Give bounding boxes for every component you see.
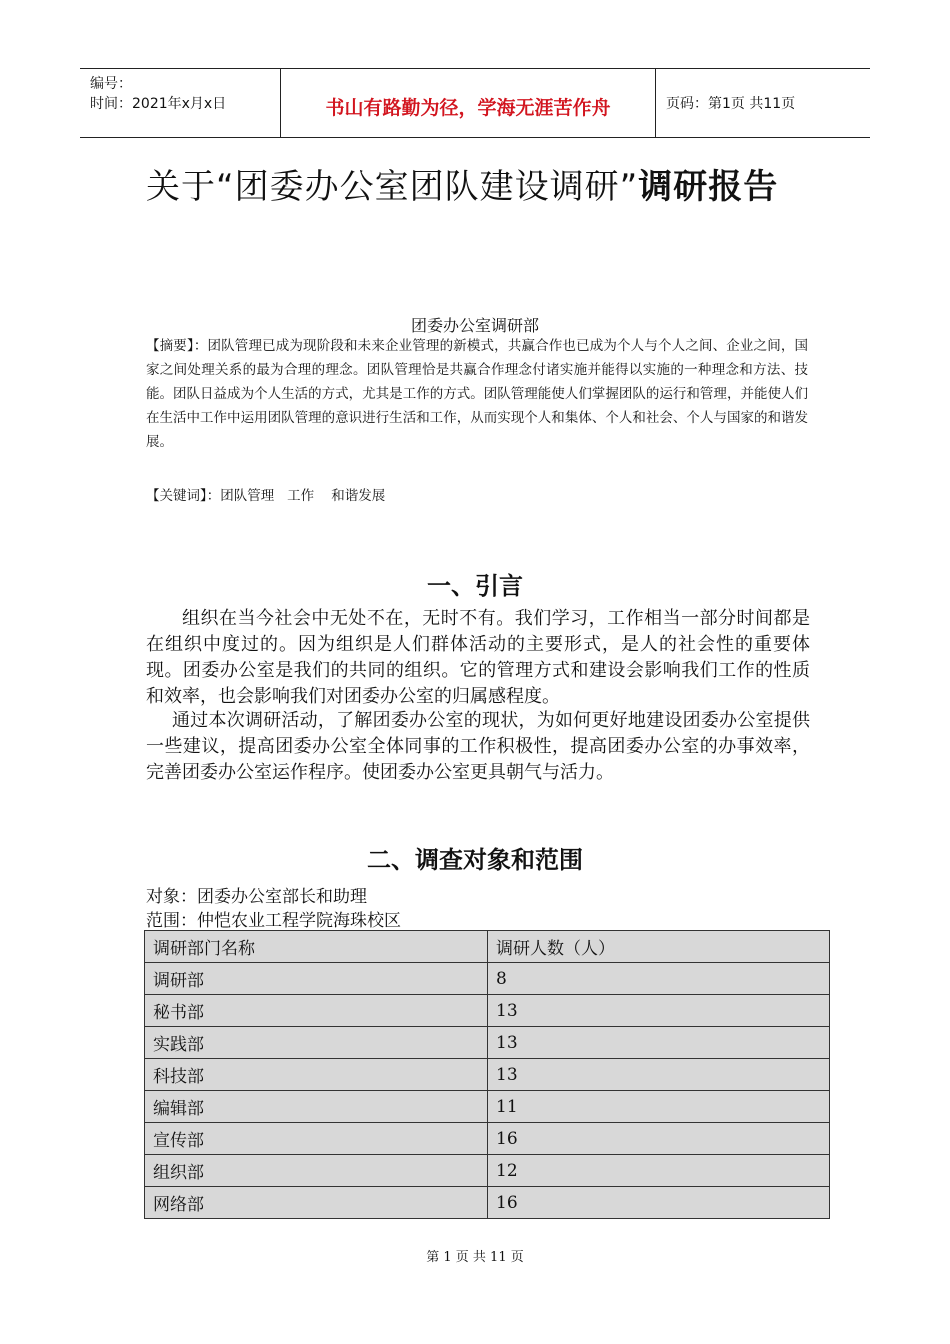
table-cell-count: 13: [488, 1027, 830, 1059]
section-1-paragraph-1: 组织在当今社会中无处不在，无时不有。我们学习，工作相当一部分时间都是在组织中度过的。因为组织是人们群体活动的主要形式，是人的社会性的重要体现。团委办公室是我们的共同的组织。它的管理方式和建设会影响我们工作的性质和效率，也会影响我们对团委办公室的归属感程度。: [146, 608, 810, 707]
table-cell-dept: 秘书部: [145, 995, 488, 1027]
table-row: [145, 963, 830, 995]
page-title: [146, 162, 826, 212]
table-cell-count: 11: [488, 1091, 830, 1123]
table-cell-count: 16: [488, 1123, 830, 1155]
section-1-heading: 一、引言: [427, 572, 523, 600]
title-part-2: 调研报告: [638, 167, 779, 207]
table-cell-count: 13: [488, 995, 830, 1027]
table-cell-count: 16: [488, 1187, 830, 1219]
table-header-row: [145, 931, 830, 963]
table-cell-dept: 编辑部: [145, 1091, 488, 1123]
abstract: 【摘要】：团队管理已成为现阶段和未来企业管理的新模式，共赢合作也已成为个人与个人之间、企业之间，国家之间处理关系的最为合理的理念。团队管理恰是共赢合作理念付诸实施并能得以实施的一种理念和方法、技能。团队日益成为个人生活的方式，尤其是工作的方式。团队管理能使人们掌握团队的运行和管理，并能使人们在生活中工作中运用团队管理的意识进行生活和工作，从而实现个人和集体、个人和社会、个人与国家的和谐发展。: [146, 338, 808, 450]
title-part-1: 关于“团委办公室团队建设调研”: [146, 167, 639, 207]
table-cell-count: 12: [488, 1155, 830, 1187]
header-motto: 书山有路勤为径，学海无涯苦作舟: [325, 97, 611, 119]
header-motto-cell: [280, 69, 656, 137]
table-header-cell: 调研人数（人）: [488, 931, 830, 963]
table-cell-dept: 网络部: [145, 1187, 488, 1219]
survey-table-body: [145, 931, 830, 1219]
page-footer: 第 1 页 共 11 页: [426, 1250, 524, 1265]
document-header: [80, 68, 870, 138]
table-cell-dept: 科技部: [145, 1059, 488, 1091]
document-number: 编号：: [90, 76, 132, 92]
table-header-cell: 调研部门名称: [145, 931, 488, 963]
table-row: [145, 1091, 830, 1123]
table-cell-dept: 实践部: [145, 1027, 488, 1059]
table-cell-dept: 宣传部: [145, 1123, 488, 1155]
survey-table: [144, 930, 830, 1219]
table-row: [145, 1155, 830, 1187]
header-page-info: 页码：第1页 共11页: [666, 96, 796, 112]
header-page-cell: [656, 69, 870, 137]
table-row: [145, 995, 830, 1027]
header-meta-cell: [80, 69, 280, 137]
table-row: [145, 1187, 830, 1219]
table-cell-count: 13: [488, 1059, 830, 1091]
section-2-heading: 二、调查对象和范围: [367, 846, 583, 874]
survey-object: 对象：团委办公室部长和助理: [146, 887, 367, 907]
table-row: [145, 1059, 830, 1091]
document-time: 时间：2021年x月x日: [90, 96, 227, 112]
table-cell-dept: 调研部: [145, 963, 488, 995]
keywords: 【关键词】：团队管理 工作 和谐发展: [146, 488, 386, 504]
table-cell-dept: 组织部: [145, 1155, 488, 1187]
section-1-paragraph-2: 通过本次调研活动，了解团委办公室的现状，为如何更好地建设团委办公室提供一些建议，提高团委办公室全体同事的工作积极性，提高团委办公室的办事效率，完善团委办公室运作程序。使团委办公室更具朝气与活力。: [146, 710, 810, 783]
author-department: 团委办公室调研部: [410, 316, 539, 335]
survey-scope: 范围：仲恺农业工程学院海珠校区: [146, 911, 401, 931]
table-row: [145, 1027, 830, 1059]
table-row: [145, 1123, 830, 1155]
table-cell-count: 8: [488, 963, 830, 995]
